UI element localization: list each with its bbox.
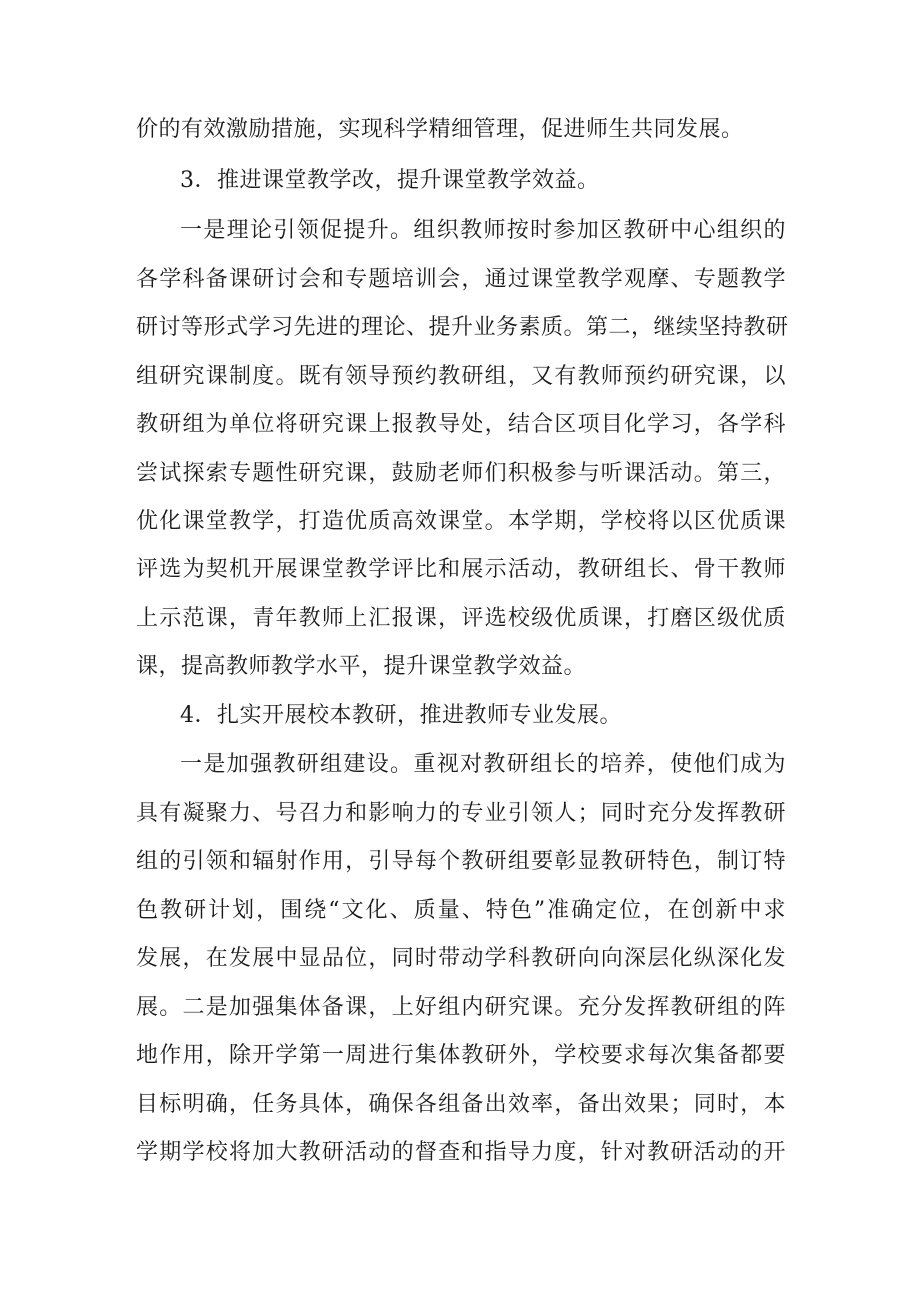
text-line-17: 色教研计划，围绕“文化、质量、特色”准确定位，在创新中求 <box>136 898 786 923</box>
section-heading-4: 4．扎实开展校本教研，推进教师专业发展。 <box>180 703 622 728</box>
text-line-5: 研讨等形式学习先进的理论、提升业务素质。第二，继续坚持教研 <box>136 315 789 340</box>
section-heading-3: 3．推进课堂教学改，提升课堂教学效益。 <box>180 168 600 193</box>
text-line-15: 具有凝聚力、号召力和影响力的专业引领人；同时充分发挥教研 <box>136 801 786 826</box>
text-line-1: 价的有效激励措施，实现科学精细管理，促进师生共同发展。 <box>136 117 744 142</box>
text-line-9: 优化课堂教学，打造优质高效课堂。本学期，学校将以区优质课 <box>136 509 786 534</box>
text-line-16: 组的引领和辐射作用，引导每个教研组要彰显教研特色，制订特 <box>136 849 786 874</box>
text-line-10: 评选为契机开展课堂教学评比和展示活动，教研组长、骨干教师 <box>136 557 786 582</box>
text-line-18: 发展，在发展中显品位，同时带动学科教研向向深层化纵深化发 <box>136 946 786 971</box>
text-line-21: 目标明确，任务具体，确保各组备出效率，备出效果；同时，本 <box>136 1092 786 1117</box>
text-line-12: 课，提高教师教学水平，提升课堂教学效益。 <box>136 654 587 679</box>
text-line-22: 学期学校将加大教研活动的督查和指导力度，针对教研活动的开 <box>136 1140 786 1165</box>
text-line-4: 各学科备课研讨会和专题培训会，通过课堂教学观摩、专题教学 <box>136 267 786 292</box>
text-line-11: 上示范课，青年教师上汇报课，评选校级优质课，打磨区级优质 <box>136 606 786 631</box>
text-line-3: 一是理论引领促提升。组织教师按时参加区教研中心组织的 <box>180 218 786 243</box>
text-line-14: 一是加强教研组建设。重视对教研组长的培养，使他们成为 <box>180 752 786 777</box>
text-line-19: 展。二是加强集体备课，上好组内研究课。充分发挥教研组的阵 <box>136 995 786 1020</box>
text-line-6: 组研究课制度。既有领导预约教研组，又有教师预约研究课，以 <box>136 364 786 389</box>
text-line-20: 地作用，除开学第一周进行集体教研外，学校要求每次集备都要 <box>136 1043 786 1068</box>
text-line-7: 教研组为单位将研究课上报教导处，结合区项目化学习，各学科 <box>136 412 786 437</box>
text-line-8: 尝试探索专题性研究课，鼓励老师们积极参与听课活动。第三， <box>136 461 786 486</box>
